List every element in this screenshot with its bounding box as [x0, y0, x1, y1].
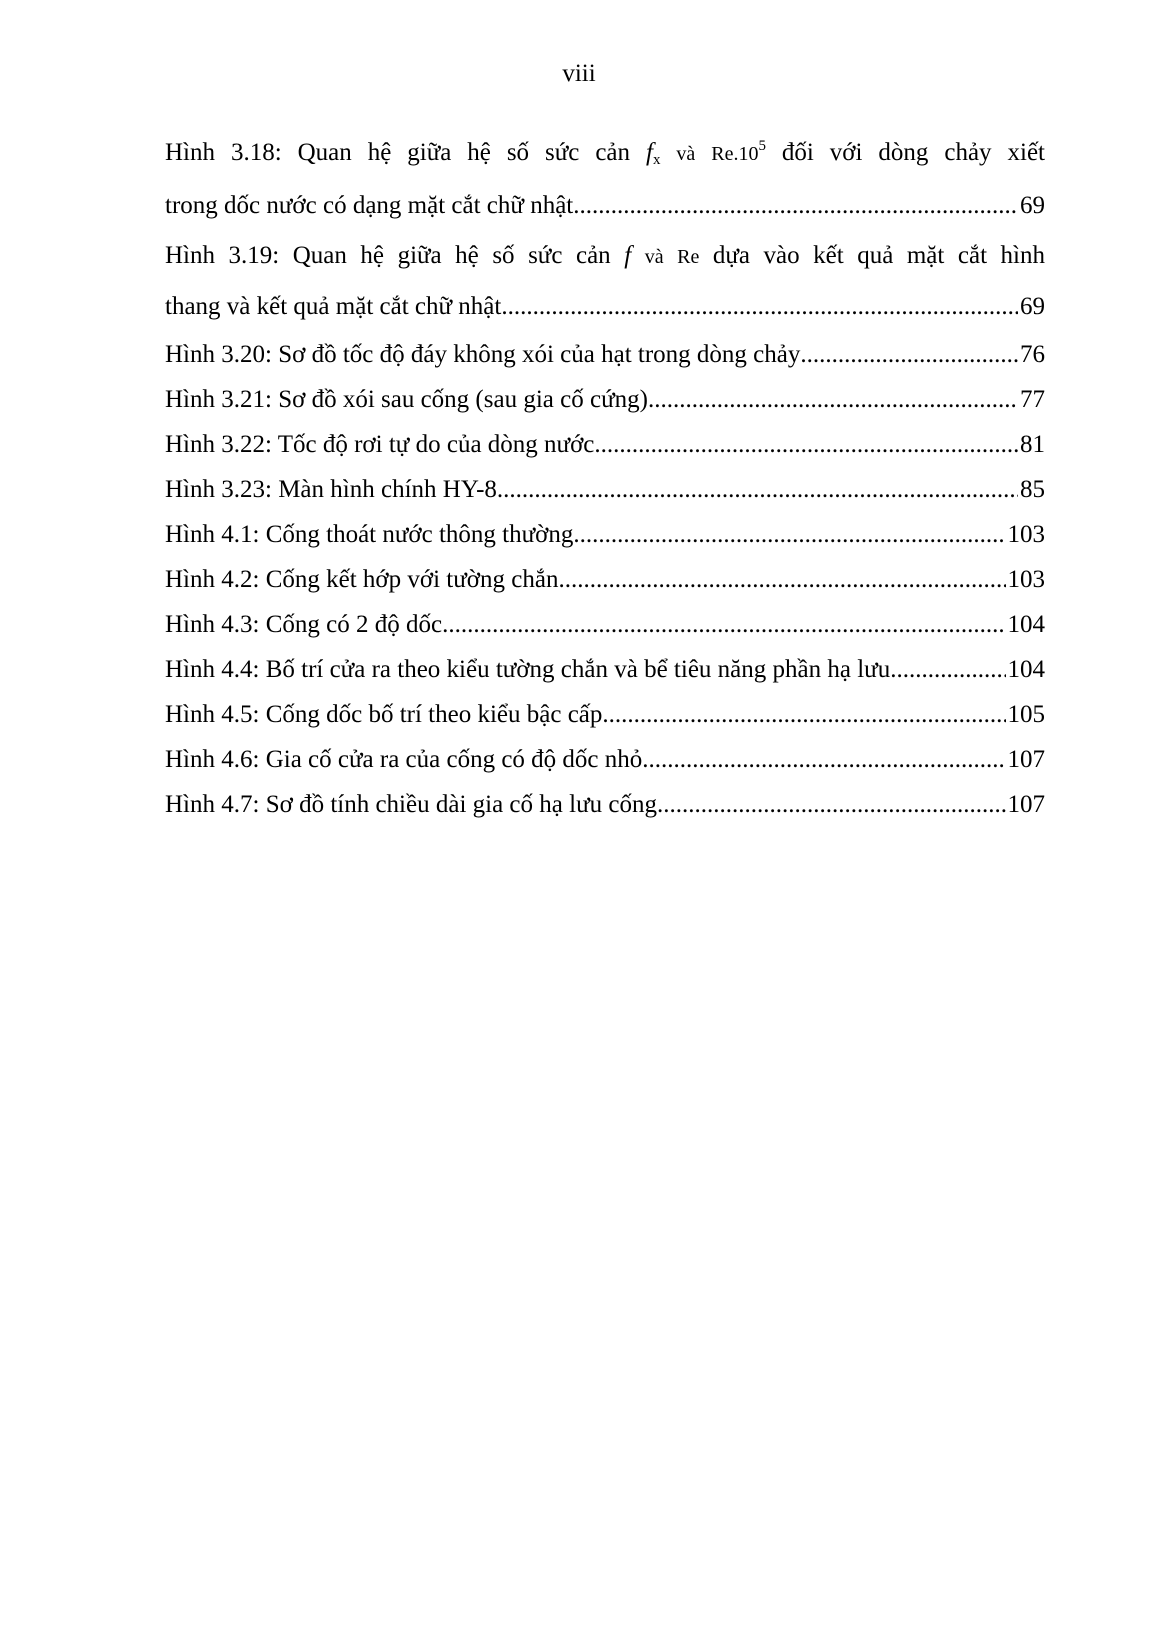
- math-re-10-5: [711, 138, 766, 165]
- entry-page: 69: [1020, 293, 1045, 320]
- toc-entry-4-5[interactable]: [165, 692, 1045, 737]
- math-symbol: .10: [733, 143, 759, 165]
- toc-entry-3-22[interactable]: [165, 422, 1045, 467]
- dot-leader: [648, 377, 1018, 422]
- entry-page: 69: [1020, 192, 1045, 219]
- toc-entry-3-23[interactable]: [165, 467, 1045, 512]
- toc-entry-4-1[interactable]: [165, 512, 1045, 557]
- entry-text: Hình 4.1: Cống thoát nước thông thường: [165, 521, 574, 548]
- entry-page: 77: [1020, 386, 1045, 413]
- toc-entry-4-3[interactable]: [165, 602, 1045, 647]
- entry-text: Hình 3.22: Tốc độ rơi tự do của dòng nước: [165, 431, 595, 458]
- math-symbol: Re: [677, 246, 700, 268]
- entry-text: Hình 4.6: Gia cố cửa ra của cống có độ dốc nhỏ: [165, 746, 643, 773]
- page-number: viii: [562, 60, 596, 87]
- entry-page: 103: [1007, 521, 1045, 548]
- entry-page: 81: [1020, 431, 1045, 458]
- dot-leader: [890, 647, 1005, 692]
- entry-page: 104: [1007, 611, 1045, 638]
- dot-leader: [497, 467, 1018, 512]
- entry-text: Hình 4.2: Cống kết hớp với tường chắn: [165, 566, 559, 593]
- math-symbol: f: [645, 139, 653, 166]
- toc-entry-line: [165, 181, 1045, 231]
- entry-text: Hình 3.18: Quan hệ giữa hệ số sức cản: [165, 139, 631, 166]
- entry-text: Hình 4.4: Bố trí cửa ra theo kiểu tường chắn và bể tiêu năng phần hạ lưu: [165, 656, 891, 683]
- dot-leader: [558, 557, 1005, 602]
- entry-page: 104: [1007, 656, 1045, 683]
- dot-leader: [501, 282, 1018, 332]
- math-symbol: f: [624, 242, 632, 269]
- toc-entry-line: [165, 128, 1045, 181]
- math-f-x: [646, 139, 660, 166]
- entry-text: trong dốc nước có dạng mặt cắt chữ nhật: [165, 192, 574, 219]
- entry-text: Hình 4.7: Sơ đồ tính chiều dài gia cố hạ lưu cống: [165, 791, 657, 818]
- toc-entry-3-18[interactable]: [165, 128, 1045, 231]
- entry-text: Hình 3.21: Sơ đồ xói sau cống (sau gia cố cứng): [165, 386, 648, 413]
- dot-leader: [573, 181, 1018, 231]
- entry-text: và: [676, 143, 696, 165]
- entry-text: Hình 4.3: Cống có 2 độ dốc: [165, 611, 443, 638]
- toc-entry-3-20[interactable]: [165, 332, 1045, 377]
- toc-entry-4-2[interactable]: [165, 557, 1045, 602]
- math-symbol: Re: [711, 143, 734, 165]
- dot-leader: [642, 737, 1005, 782]
- entry-text: Hình 3.20: Sơ đồ tốc độ đáy không xói của hạt trong dòng chảy: [165, 341, 801, 368]
- toc-entry-4-4[interactable]: [165, 647, 1045, 692]
- dot-leader: [573, 512, 1005, 557]
- entry-page: 105: [1007, 701, 1045, 728]
- entry-page: 85: [1020, 476, 1045, 503]
- entry-page: 103: [1007, 566, 1045, 593]
- entry-page: 107: [1007, 746, 1045, 773]
- entry-text: đối với dòng chảy xiết: [781, 139, 1045, 166]
- math-subscript: x: [652, 152, 661, 168]
- entry-page: 107: [1007, 791, 1045, 818]
- entry-text: và: [644, 246, 664, 268]
- toc-entry-3-19[interactable]: [165, 231, 1045, 332]
- toc-entry-line: [165, 282, 1045, 332]
- toc-entry-3-21[interactable]: [165, 377, 1045, 422]
- dot-leader: [602, 692, 1005, 737]
- dot-leader: [800, 332, 1018, 377]
- toc-entry-4-7[interactable]: [165, 782, 1045, 827]
- toc-entry-line: [165, 231, 1045, 282]
- entry-page: 76: [1020, 341, 1045, 368]
- entry-text: dựa vào kết quả mặt cắt hình: [712, 242, 1045, 269]
- figure-list: [165, 128, 1045, 827]
- math-superscript: 5: [758, 138, 766, 154]
- toc-entry-4-6[interactable]: [165, 737, 1045, 782]
- entry-text: Hình 3.19: Quan hệ giữa hệ số sức cản: [165, 242, 611, 269]
- dot-leader: [442, 602, 1005, 647]
- entry-text: Hình 3.23: Màn hình chính HY-8: [165, 476, 497, 503]
- entry-text: Hình 4.5: Cống dốc bố trí theo kiểu bậc cấp: [165, 701, 603, 728]
- dot-leader: [657, 782, 1006, 827]
- entry-text: thang và kết quả mặt cắt chữ nhật: [165, 293, 502, 320]
- dot-leader: [594, 422, 1018, 467]
